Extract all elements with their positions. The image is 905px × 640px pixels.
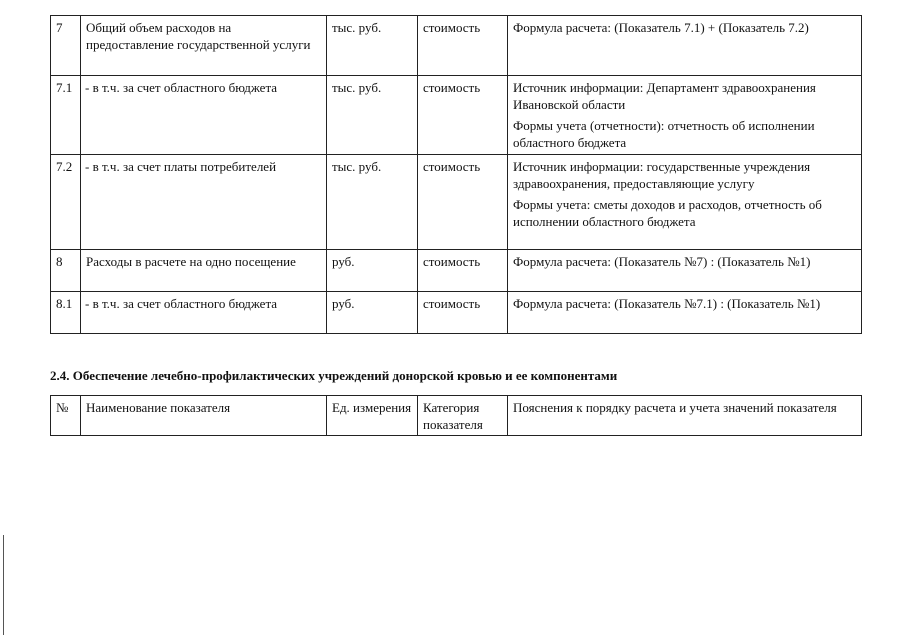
- table-row: [51, 250, 862, 292]
- notes-paragraph: Формы учета (отчетности): отчетность об исполнении областного бюджета: [513, 118, 815, 150]
- table-row: [51, 76, 862, 155]
- category-cell: стоимость: [418, 16, 508, 76]
- indicator-name: Общий объем расходов на предоставление государственной услуги: [81, 16, 327, 76]
- notes-paragraph: Источник информации: государственные учреждения здравоохранения, предоставляющие услугу: [513, 159, 811, 191]
- notes-cell: [508, 16, 862, 76]
- unit-cell: тыс. руб.: [327, 76, 418, 155]
- notes-paragraph: Формула расчета: (Показатель №7.1) : (Показатель №1): [513, 296, 821, 311]
- column-header-number: №: [51, 396, 81, 436]
- unit-cell: руб.: [327, 250, 418, 292]
- notes-paragraph: Формула расчета: (Показатель 7.1) + (Показатель 7.2): [513, 20, 809, 35]
- indicator-name: - в т.ч. за счет платы потребителей: [81, 155, 327, 250]
- category-cell: стоимость: [418, 250, 508, 292]
- column-header-name: Наименование показателя: [81, 396, 327, 436]
- indicator-name: Расходы в расчете на одно посещение: [81, 250, 327, 292]
- notes-cell: [508, 155, 862, 250]
- indicator-name: - в т.ч. за счет областного бюджета: [81, 76, 327, 155]
- notes-paragraph: Источник информации: Департамент здравоохранения Ивановской области: [513, 80, 816, 112]
- notes-paragraph: Формула расчета: (Показатель №7) : (Показатель №1): [513, 254, 811, 269]
- row-number: 8: [51, 250, 81, 292]
- notes-cell: [508, 76, 862, 155]
- table-row: [51, 16, 862, 76]
- row-number: 8.1: [51, 292, 81, 334]
- notes-cell: [508, 292, 862, 334]
- category-cell: стоимость: [418, 155, 508, 250]
- column-header-notes: Пояснения к порядку расчета и учета значений показателя: [508, 396, 862, 436]
- column-header-unit: Ед. измерения: [327, 396, 418, 436]
- unit-cell: руб.: [327, 292, 418, 334]
- notes-paragraph: Формы учета: сметы доходов и расходов, отчетность об исполнении областного бюджета: [513, 197, 822, 229]
- donor-blood-table: [50, 395, 862, 436]
- column-header-category: Категория показателя: [418, 396, 508, 436]
- unit-cell: тыс. руб.: [327, 155, 418, 250]
- table-header-row: [51, 396, 862, 436]
- row-number: 7: [51, 16, 81, 76]
- category-cell: стоимость: [418, 76, 508, 155]
- indicators-table: [50, 15, 862, 334]
- section-heading: 2.4. Обеспечение лечебно-профилактических учреждений донорской кровью и ее компонентами: [50, 368, 618, 383]
- row-number: 7.2: [51, 155, 81, 250]
- indicator-name: - в т.ч. за счет областного бюджета: [81, 292, 327, 334]
- category-cell: стоимость: [418, 292, 508, 334]
- row-number: 7.1: [51, 76, 81, 155]
- table-row: [51, 292, 862, 334]
- table-row: [51, 155, 862, 250]
- unit-cell: тыс. руб.: [327, 16, 418, 76]
- notes-cell: [508, 250, 862, 292]
- scan-edge-line: [3, 535, 4, 635]
